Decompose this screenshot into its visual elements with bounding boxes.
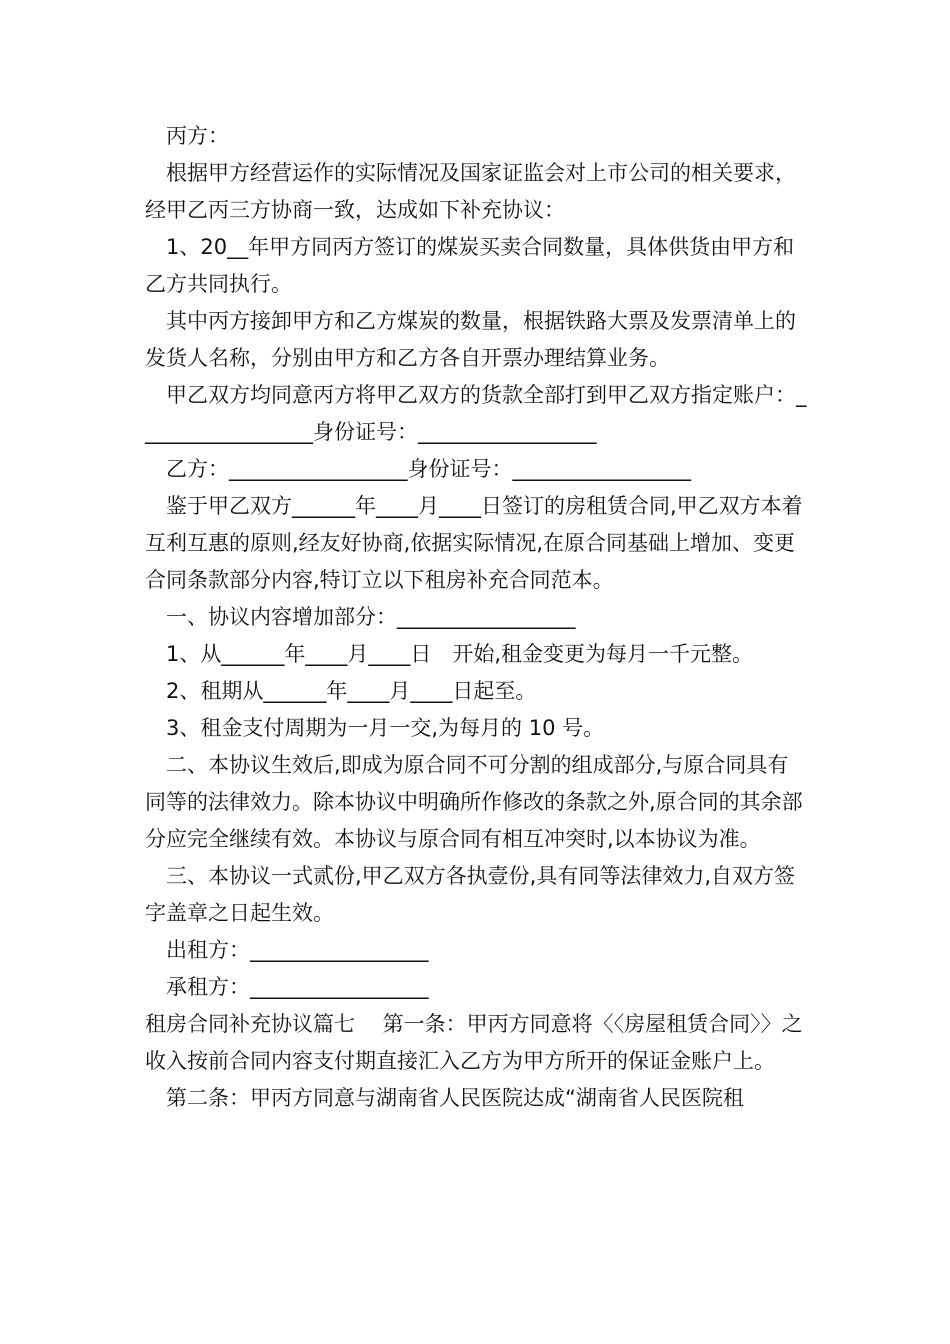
paragraph-item-3: 3、租金支付周期为一月一交,为每月的 10 号。 — [166, 716, 605, 740]
paragraph-account: 甲乙双方均同意丙方将甲乙双方的货款全部打到甲乙双方指定账户：_________________身份证号：_________________ — [145, 383, 807, 444]
paragraph-clause-1: 1、20__年甲方同丙方签订的煤炭买卖合同数量，具体供货由甲方和乙方共同执行。 — [145, 235, 795, 296]
document-page — [145, 118, 807, 1117]
paragraph-whereas: 鉴于甲乙双方______年____月____日签订的房租赁合同,甲乙双方本着互利互惠的原则,经友好协商,依据实际情况,在原合同基础上增加、变更合同条款部分内容,特订立以下租房补充合同范本。 — [145, 494, 803, 592]
paragraph-section-1: 一、协议内容增加部分：_________________ — [166, 605, 576, 629]
paragraph-article-1: 租房合同补充协议篇七 第一条：甲丙方同意将〈〈房屋租赁合同〉〉之收入按前合同内容支付期直接汇入乙方为甲方所开的保证金账户上。 — [145, 1012, 803, 1073]
paragraph-lessor: 出租方：_________________ — [166, 938, 429, 962]
paragraph-preamble: 根据甲方经营运作的实际情况及国家证监会对上市公司的相关要求，经甲乙丙三方协商一致，达成如下补充协议： — [145, 161, 796, 222]
paragraph-party-c: 丙方： — [166, 124, 229, 148]
paragraph-party-b: 乙方：_________________身份证号：_________________ — [166, 457, 691, 481]
paragraph-article-2: 第二条：甲丙方同意与湖南省人民医院达成“湖南省人民医院租 — [166, 1086, 744, 1110]
paragraph-settlement: 其中丙方接卸甲方和乙方煤炭的数量，根据铁路大票及发票清单上的发货人名称，分别由甲方和乙方各自开票办理结算业务。 — [145, 309, 796, 370]
paragraph-section-3: 三、本协议一式贰份,甲乙双方各执壹份,具有同等法律效力,自双方签字盖章之日起生效。 — [145, 864, 796, 925]
paragraph-item-1: 1、从______年____月____日 开始,租金变更为每月一千元整。 — [166, 642, 754, 666]
paragraph-section-2: 二、本协议生效后,即成为原合同不可分割的组成部分,与原合同具有同等的法律效力。除本协议中明确所作修改的条款之外,原合同的其余部分应完全继续有效。本协议与原合同有相互冲突时,以本协议为准。 — [145, 753, 803, 851]
paragraph-lessee: 承租方：_________________ — [166, 975, 429, 999]
paragraph-item-2: 2、租期从______年____月____日起至。 — [166, 679, 537, 703]
